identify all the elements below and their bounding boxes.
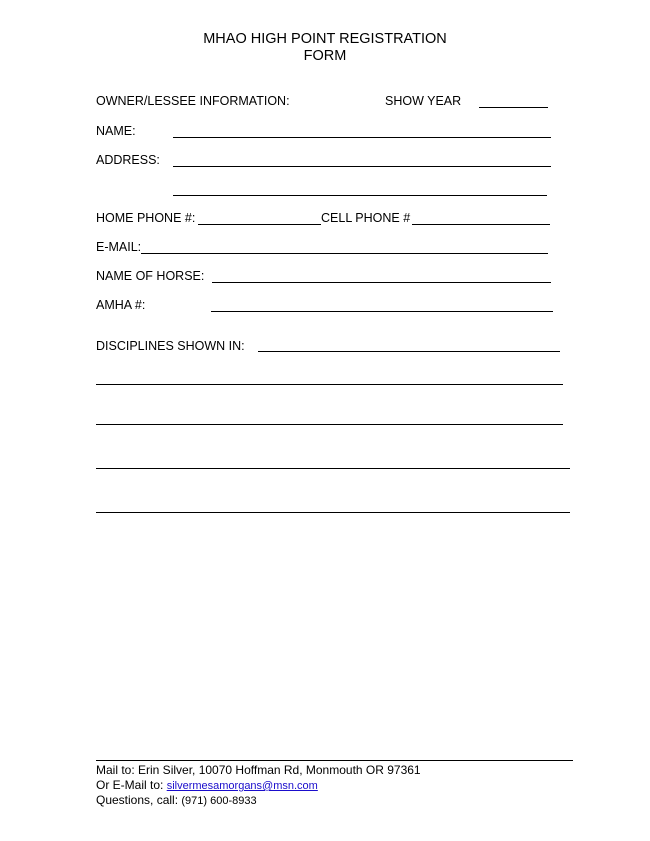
amha-label: AMHA #:	[96, 298, 146, 312]
name-field[interactable]	[173, 137, 551, 138]
footer-phone: (971) 600-8933	[181, 795, 257, 807]
footer-questions-line	[96, 793, 257, 809]
disciplines-field-line5[interactable]	[96, 512, 570, 513]
address-label: ADDRESS:	[96, 153, 160, 167]
email-field[interactable]	[141, 253, 548, 254]
disciplines-label: DISCIPLINES SHOWN IN:	[96, 339, 245, 353]
show-year-label: SHOW YEAR	[385, 94, 462, 108]
disciplines-field-line4[interactable]	[96, 468, 570, 469]
home-phone-label: HOME PHONE #:	[96, 211, 196, 225]
form-title-line1: MHAO HIGH POINT REGISTRATION	[203, 31, 447, 47]
disciplines-field-line3[interactable]	[96, 424, 563, 425]
name-label: NAME:	[96, 124, 136, 138]
form-title	[0, 31, 650, 65]
email-label: E-MAIL:	[96, 240, 142, 254]
show-year-field[interactable]	[479, 107, 548, 108]
footer-mail-to: Mail to: Erin Silver, 10070 Hoffman Rd, Monmouth OR 97361	[96, 763, 421, 777]
footer-divider	[96, 760, 573, 761]
footer-email-line	[96, 778, 318, 794]
cell-phone-label: CELL PHONE #	[321, 211, 411, 225]
owner-section-heading: OWNER/LESSEE INFORMATION:	[96, 94, 290, 108]
footer-questions-prefix: Questions, call:	[96, 793, 179, 807]
horse-name-label: NAME OF HORSE:	[96, 269, 205, 283]
home-phone-field[interactable]	[198, 224, 321, 225]
address-field-line1[interactable]	[173, 166, 551, 167]
form-title-line2: FORM	[303, 48, 347, 64]
horse-name-field[interactable]	[212, 282, 551, 283]
cell-phone-field[interactable]	[412, 224, 550, 225]
footer-email-link[interactable]: silvermesamorgans@msn.com	[166, 780, 318, 792]
footer-email-prefix: Or E-Mail to:	[96, 778, 164, 792]
address-field-line2[interactable]	[173, 195, 547, 196]
disciplines-field-line2[interactable]	[96, 384, 563, 385]
disciplines-field-line1[interactable]	[258, 351, 560, 352]
amha-field[interactable]	[211, 311, 553, 312]
